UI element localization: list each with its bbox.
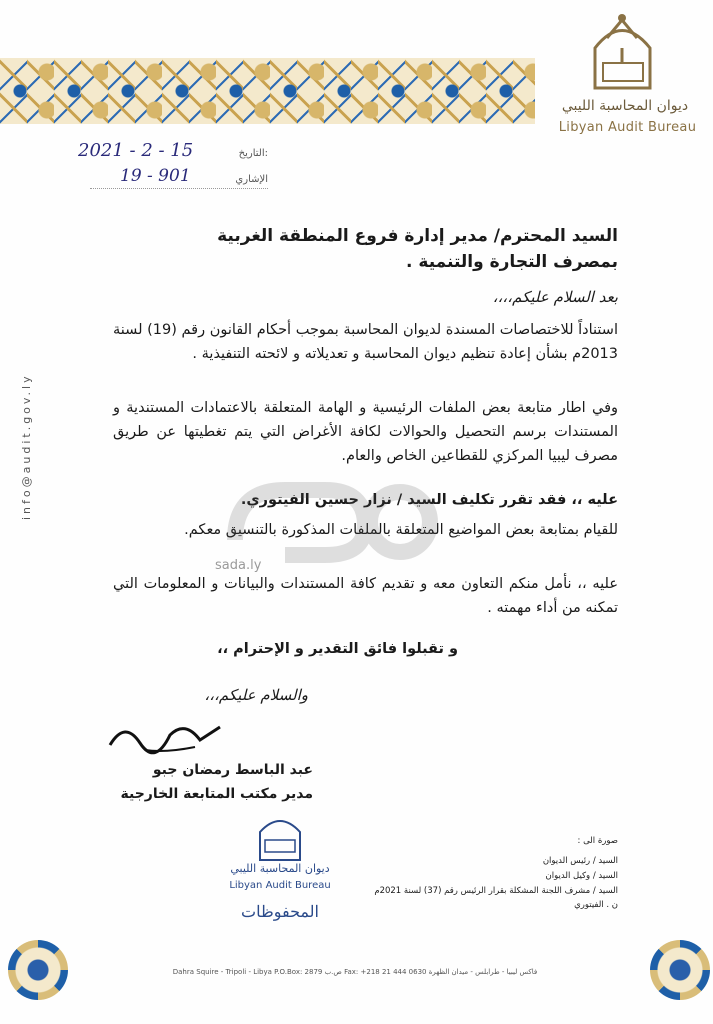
closing-greeting: والسلام عليكم،،، [204, 686, 308, 704]
reference-label: الإشاري [235, 174, 268, 185]
date-label: التاريخ: [238, 148, 268, 159]
reference-value: 19 - 901 [120, 166, 191, 186]
corner-ornament-left [8, 940, 68, 1000]
archive-stamp [210, 810, 350, 930]
stamp-english: Libyan Audit Bureau [229, 880, 331, 891]
decorative-header-band [0, 58, 535, 124]
corner-ornament-right [650, 940, 710, 1000]
watermark-logo [215, 470, 445, 565]
reference-field [90, 168, 268, 189]
org-name-arabic: ديوان المحاسبة الليبي [561, 98, 689, 114]
paragraph-assignment: عليه ،، فقد تقرر تكليف السيد / نزار حسين الفيتوري. [240, 492, 618, 508]
stamp-arabic: ديوان المحاسبة الليبي [230, 862, 330, 875]
paragraph-legal-basis: استناداً للاختصاصات المسندة لديوان المحاسبة بموجب أحكام القانون رقم (19) لسنة 2013م بشأن إعادة تنظيم ديوان المحاسبة و تعديلاته و لائحته التنفيذية . [113, 322, 618, 362]
cc-item: السيد / رئيس الديوان [542, 856, 618, 866]
side-email: info@audit.gov.ly [20, 373, 33, 520]
paragraph-request: عليه ،، نأمل منكم التعاون معه و تقديم كافة المستندات والبيانات و المعلومات التي تمكنه من أداء مهمته . [113, 576, 618, 616]
cc-item: السيد / وكيل الديوان [545, 871, 618, 881]
addressee-line-2: بمصرف التجارة والتنمية . [406, 252, 618, 272]
date-value: 2021 - 2 - 15 [78, 140, 194, 161]
paragraph-context: وفي اطار متابعة بعض الملفات الرئيسية و الهامة المتعلقة بالاعتمادات المستندية و المستندات برسم التحصيل والحوالات لكافة الأغراض التي يتم تغطيتها عن طريق مصرف ليبيا المركزي للقطاعين الخاص والعام. [113, 400, 618, 464]
handwritten-signature [105, 715, 225, 755]
cc-item: ن . الفيتوري [574, 900, 618, 910]
signatory-title: مدير مكتب المتابعة الخارجية [120, 786, 313, 802]
cc-heading: صورة الى : [577, 836, 618, 846]
watermark-text: sada.ly [215, 558, 262, 573]
footer-address: Dahra Squire - Tripoli - Libya P.O.Box: 2879 ص.ب Fax: +218 21 444 0630 فاكس ليبيا - طرابلس - ميدان الظهرة [172, 968, 538, 976]
date-field [78, 140, 268, 160]
addressee-line-1: السيد المحترم/ مدير إدارة فروع المنطقة الغربية [217, 226, 618, 246]
signatory-name: عبد الباسط رمضان جبو [152, 762, 313, 778]
org-name-english: Libyan Audit Bureau [558, 120, 697, 135]
opening-greeting: بعد السلام عليكم،،،، [492, 288, 618, 306]
cc-item: السيد / مشرف اللجنة المشكلة بقرار الرئيس رقم (37) لسنة 2021م [374, 886, 618, 896]
closing-line: و تقبلوا فائق التقدير و الإحترام ،، [217, 641, 458, 657]
stamp-label: المحفوظات [241, 902, 319, 921]
bureau-logo [585, 8, 660, 98]
paragraph-task: للقيام بمتابعة بعض المواضيع المتعلقة بالملفات المذكورة بالتنسيق معكم. [184, 522, 618, 538]
